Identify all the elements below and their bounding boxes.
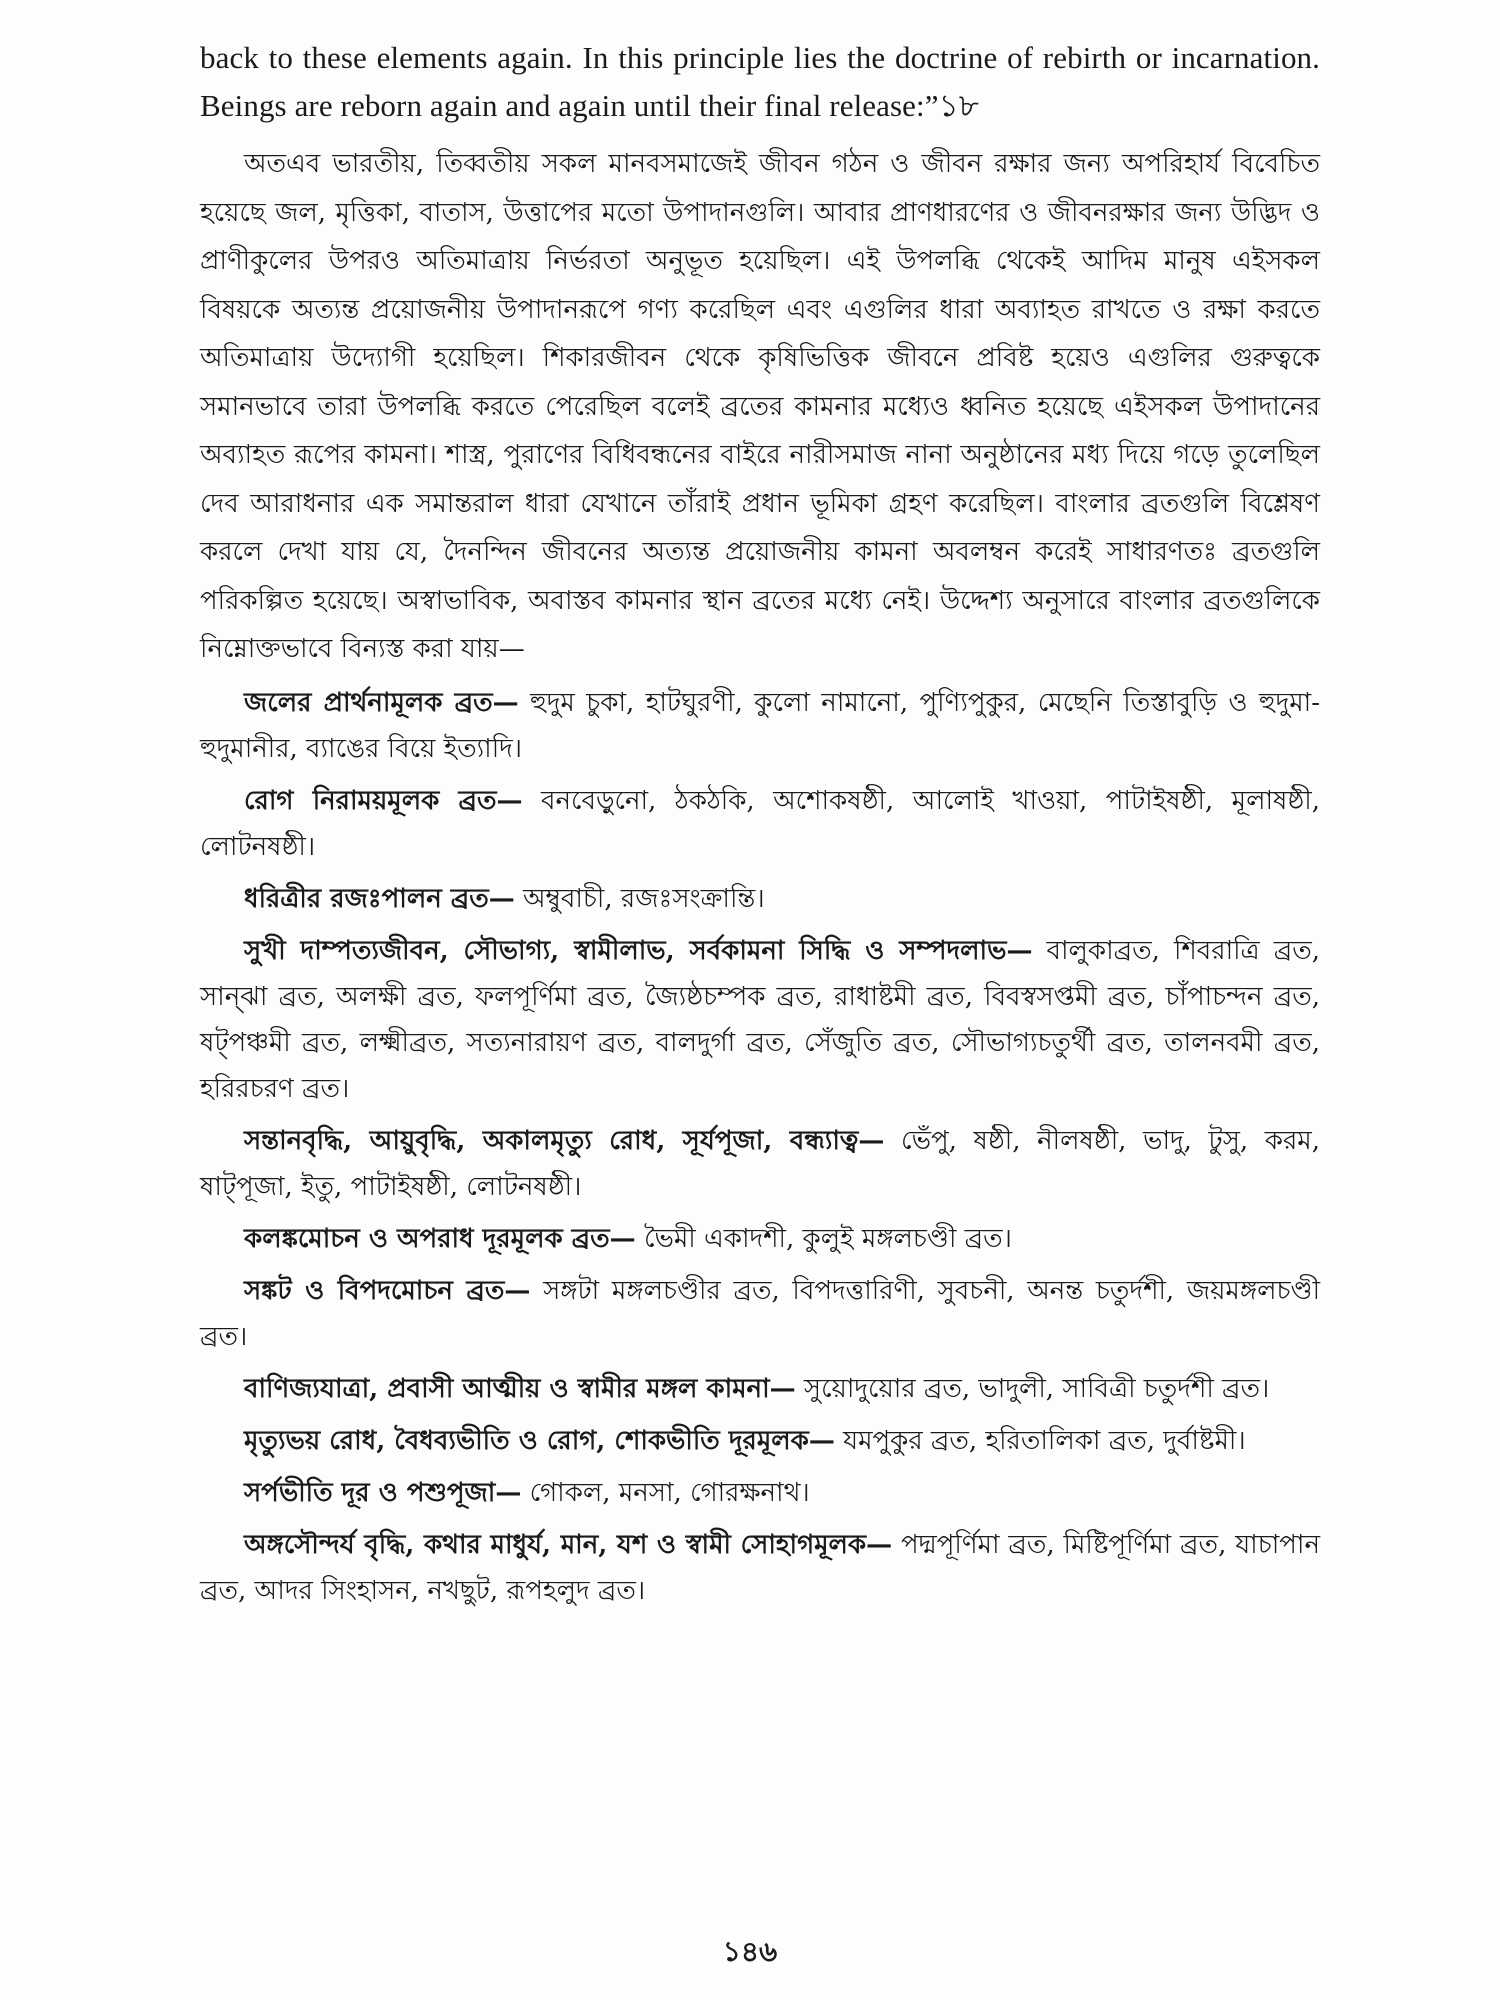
item-text: ভেঁপু, ষষ্ঠী, নীলষষ্ঠী, ভাদু, টুসু, করম, ষাট্পূজা, ইতু, পাটাইষষ্ঠী, লোটনষষ্ঠী।: [200, 1125, 1320, 1202]
item-text: যমপুকুর ব্রত, হরিতালিকা ব্রত, দুর্বাষ্টমী।: [834, 1425, 1246, 1456]
item-text: সঙ্গটা মঙ্গলচণ্ডীর ব্রত, বিপদত্তারিণী, সুবচনী, অনন্ত চতুর্দশী, জয়মঙ্গলচণ্ডী ব্রত।: [200, 1275, 1321, 1352]
item-text: ভৈমী একাদশী, কুলুই মঙ্গলচণ্ডী ব্রত।: [635, 1223, 1012, 1254]
item-heading: ধরিত্রীর রজঃপালন ব্রত—: [244, 883, 515, 914]
list-item: [200, 1268, 1320, 1360]
item-heading: সন্তানবৃদ্ধি, আয়ুবৃদ্ধি, অকালমৃত্যু রোধ, সূর্যপূজা, বন্ধ্যাত্ব—: [244, 1125, 885, 1156]
item-text: গোকল, মনসা, গোরক্ষনাথ।: [521, 1477, 810, 1508]
item-text: পদ্মপূর্ণিমা ব্রত, মিষ্টিপূর্ণিমা ব্রত, যাচাপান ব্রত, আদর সিংহাসন, নখছুট, রূপহলুদ ব্রত।: [200, 1529, 1320, 1606]
item-text: অম্বুবাচী, রজঃসংক্রান্তি।: [514, 883, 765, 914]
list-item: [200, 928, 1320, 1112]
item-heading: বাণিজ্যযাত্রা, প্রবাসী আত্মীয় ও স্বামীর মঙ্গল কামনা—: [244, 1373, 796, 1404]
item-heading: সঙ্কট ও বিপদমোচন ব্রত—: [244, 1275, 531, 1306]
english-quote: back to these elements again. In this principle lies the doctrine of rebirth or incarnation. Beings are reborn again and again until their final release:”১৮: [200, 40, 1320, 123]
item-heading: অঙ্গসৌন্দর্য বৃদ্ধি, কথার মাধুর্য, মান, যশ ও স্বামী সোহাগমূলক—: [244, 1529, 893, 1560]
list-item: [200, 1366, 1320, 1412]
list-item: [200, 778, 1320, 870]
item-heading: সুখী দাম্পত্যজীবন, সৌভাগ্য, স্বামীলাভ, সর্বকামনা সিদ্ধি ও সম্পদলাভ—: [244, 935, 1033, 966]
page-content: [200, 34, 1320, 1614]
list-item: [200, 1418, 1320, 1464]
item-text: বালুকাব্রত, শিবরাত্রি ব্রত, সান্ঝা ব্রত, অলক্ষী ব্রত, ফলপূর্ণিমা ব্রত, জ্যৈষ্ঠচম্পক ব্রত, রাধাষ্টমী ব্রত, বিবস্বসপ্তমী ব্রত, চাঁপাচন্দন ব্রত, ষট্পঞ্চমী ব্রত, লক্ষ্মীব্রত, সত্যনারায়ণ ব্রত, বালদুর্গা ব্রত, সেঁজুতি ব্রত, সৌভাগ্যচতুর্থী ব্রত, তালনবমী ব্রত, হরিরচরণ ব্রত।: [200, 935, 1320, 1104]
list-item: [200, 1470, 1320, 1516]
item-heading: সর্পভীতি দূর ও পশুপূজা—: [244, 1477, 522, 1508]
list-item: [200, 1522, 1320, 1614]
item-text: হুদুম চুকা, হাটঘুরণী, কুলো নামানো, পুণ্যিপুকুর, মেছেনি তিস্তাবুড়ি ও হুদুমা-হুদুমানীর, ব্যাঙের বিয়ে ইত্যাদি।: [200, 687, 1320, 764]
body-paragraph: অতএব ভারতীয়, তিব্বতীয় সকল মানবসমাজেই জীবন গঠন ও জীবন রক্ষার জন্য অপরিহার্য বিবেচিত হয়েছে জল, মৃত্তিকা, বাতাস, উত্তাপের মতো উপাদানগুলি। আবার প্রাণধারণের ও জীবনরক্ষার জন্য উদ্ভিদ ও প্রাণীকুলের উপরও অতিমাত্রায় নির্ভরতা অনুভূত হয়েছিল। এই উপলব্ধি থেকেই আদিম মানুষ এইসকল বিষয়কে অত্যন্ত প্রয়োজনীয় উপাদানরূপে গণ্য করেছিল এবং এগুলির ধারা অব্যাহত রাখতে ও রক্ষা করতে অতিমাত্রায় উদ্যোগী হয়েছিল। শিকারজীবন থেকে কৃষিভিত্তিক জীবনে প্রবিষ্ট হয়েও এগুলির গুরুত্বকে সমানভাবে তারা উপলব্ধি করতে পেরেছিল বলেই ব্রতের কামনার মধ্যেও ধ্বনিত হয়েছে এইসকল উপাদানের অব্যাহত রূপের কামনা। শাস্ত্র, পুরাণের বিধিবন্ধনের বাইরে নারীসমাজ নানা অনুষ্ঠানের মধ্য দিয়ে গড়ে তুলেছিল দেব আরাধনার এক সমান্তরাল ধারা যেখানে তাঁরাই প্রধান ভূমিকা গ্রহণ করেছিল। বাংলার ব্রতগুলি বিশ্লেষণ করলে দেখা যায় যে, দৈনন্দিন জীবনের অত্যন্ত প্রয়োজনীয় কামনা অবলম্বন করেই সাধারণতঃ ব্রতগুলি পরিকল্পিত হয়েছে। অস্বাভাবিক, অবাস্তব কামনার স্থান ব্রতের মধ্যে নেই। উদ্দেশ্য অনুসারে বাংলার ব্রতগুলিকে নিম্নোক্তভাবে বিন্যস্ত করা যায়—: [200, 149, 1320, 664]
item-text: সুয়োদুয়োর ব্রত, ভাদুলী, সাবিত্রী চতুর্দশী ব্রত।: [795, 1373, 1270, 1404]
page-number: ১৪৬: [722, 1935, 778, 1968]
item-heading: রোগ নিরাময়মূলক ব্রত—: [244, 785, 523, 816]
list-item: [200, 680, 1320, 772]
item-text: বনবেড়ুনো, ঠকঠকি, অশোকষষ্ঠী, আলোই খাওয়া, পাটাইষষ্ঠী, মূলাষষ্ঠী, লোটনষষ্ঠী।: [200, 785, 1321, 862]
item-heading: জলের প্রার্থনামূলক ব্রত—: [244, 687, 519, 718]
item-heading: কলঙ্কমোচন ও অপরাধ দূরমূলক ব্রত—: [244, 1223, 636, 1254]
list-item: [200, 876, 1320, 922]
item-heading: মৃত্যুভয় রোধ, বৈধব্যভীতি ও রোগ, শোকভীতি দূরমূলক—: [244, 1425, 835, 1456]
list-item: [200, 1216, 1320, 1262]
list-item: [200, 1118, 1320, 1210]
